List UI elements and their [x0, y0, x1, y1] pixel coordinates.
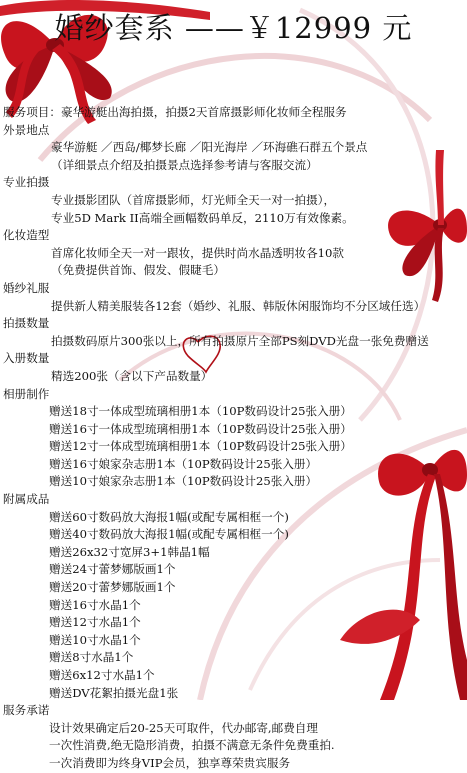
section-heading-location: 外景地点	[3, 122, 50, 137]
section-heading-quantity: 拍摄数量	[3, 316, 50, 331]
photography-team: 专业摄影团队（首席摄影师，灯光师全天一对一拍摄），	[51, 192, 336, 207]
product-item: 赠送10寸水晶1个	[49, 632, 141, 647]
product-item: 赠送40寸数码放大海报1幅(或配专属相框一个)	[49, 527, 289, 542]
product-item: 赠送26x32寸宽屏3+1韩晶1幅	[49, 544, 210, 559]
product-item: 赠送6x12寸水晶1个	[49, 668, 155, 682]
album-item: 赠送12寸一体成型琉璃相册1本（10P数码设计25张入册）	[49, 439, 352, 454]
section-heading-dress: 婚纱礼服	[3, 280, 50, 295]
makeup-detail: 首席化妆师全天一对一跟妆，提供时尚水晶透明妆各10款	[51, 245, 345, 260]
promise-item: 一次性消费,绝无隐形消费，拍摄不满意无条件免费重拍.	[49, 738, 335, 753]
product-item: 赠送60寸数码放大海报1幅(或配专属相框一个)	[49, 509, 289, 524]
promise-item: 设计效果确定后20-25天可取件，代办邮寄,邮费自理	[49, 720, 318, 735]
section-heading-album: 相册制作	[3, 386, 50, 401]
location-note: （详细景点介绍及拍摄景点选择参考请与客服交流）	[51, 157, 318, 172]
quantity-raw-photos: 拍摄数码原片300张以上，所有拍摄原片全部PS刻DVD光盘一张免费赠送	[51, 333, 429, 348]
photography-camera: 专业5D Mark II高端全画幅数码单反，2110万有效像素。	[51, 210, 354, 225]
album-item: 赠送16寸娘家杂志册1本（10P数码设计25张入册）	[49, 456, 318, 471]
section-heading-makeup: 化妆造型	[3, 228, 50, 243]
location-spots: 豪华游艇 ／西岛/椰梦长廊 ／阳光海岸 ／环海礁石群五个景点	[51, 140, 368, 155]
dress-detail: 提供新人精美服装各12套（婚纱、礼服、韩版休闲服饰均不分区域任选）	[51, 298, 426, 313]
promise-item: 一次消费即为终身VIP会员，独享尊荣贵宾服务	[49, 755, 291, 770]
section-heading-products: 附属成品	[3, 492, 50, 507]
product-item: 赠送DV花絮拍摄光盘1张	[49, 685, 179, 700]
package-details	[3, 104, 465, 773]
album-item: 赠送18寸一体成型琉璃相册1本（10P数码设计25张入册）	[49, 404, 352, 419]
section-heading-photography: 专业拍摄	[3, 175, 50, 190]
product-item: 赠送20寸蕾梦娜版画1个	[49, 580, 176, 595]
album-item: 赠送10寸娘家杂志册1本（10P数码设计25张入册）	[49, 474, 318, 489]
makeup-extras: （免费提供首饰、假发、假睫毛）	[51, 263, 225, 278]
album-item: 赠送16寸一体成型琉璃相册1本（10P数码设计25张入册）	[49, 421, 352, 436]
section-heading-service: 服务项目：豪华游艇出海拍摄，拍摄2天首席摄影师化妆师全程服务	[3, 105, 347, 119]
package-title: 婚纱套系 ——￥12999 元	[54, 11, 413, 45]
section-heading-promise: 服务承诺	[3, 703, 50, 718]
product-item: 赠送12寸水晶1个	[49, 615, 141, 630]
product-item: 赠送16寸水晶1个	[49, 597, 141, 612]
quantity-selected: 精选200张（含以下产品数量）	[51, 368, 213, 383]
quantity-album-heading: 入册数量	[3, 351, 50, 366]
product-item: 赠送8寸水晶1个	[49, 650, 134, 665]
product-item: 赠送24寸蕾梦娜版画1个	[49, 562, 176, 577]
